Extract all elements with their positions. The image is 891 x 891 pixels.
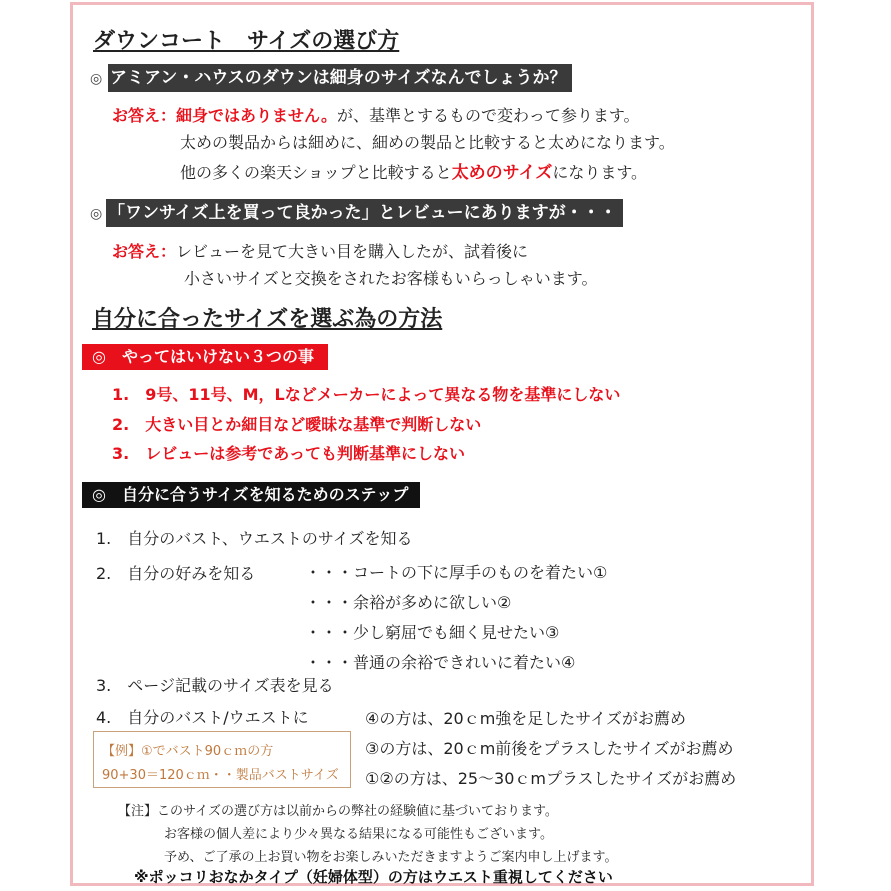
- note-line-1: 【注】このサイズの選び方は以前からの弊社の経験値に基づいております。: [118, 804, 558, 819]
- preference-3: ・・・少し窮屈でも細く見せたい③: [305, 623, 560, 642]
- note-line-3: 予め、ご了承の上お買い物をお楽しみいただきますようご案内申し上げます。: [164, 850, 618, 865]
- q2-answer-text: レビューを見て大きい目を購入したが、試着後に: [176, 242, 529, 261]
- dont-item-3: 3. レビューは参考であっても判断基準にしない: [112, 444, 466, 463]
- recommendation-2: ③の方は、20ｃm前後をプラスしたサイズがお薦め: [365, 739, 734, 758]
- donts-bar: ◎ やってはいけない３つの事: [82, 344, 328, 370]
- preference-4: ・・・普通の余裕できれいに着たい④: [305, 653, 576, 672]
- q1-mark: ◎: [90, 71, 103, 87]
- q1-line2: 太めの製品からは細めに、細めの製品と比較すると太めになります。: [180, 133, 675, 152]
- q1-answer-text: が、基準とするもので変わって参ります。: [336, 106, 640, 125]
- q1-line3: [180, 158, 647, 183]
- q2-answer: [112, 239, 528, 262]
- example-line-2: 90+30＝120ｃｍ・・製品バストサイズ: [102, 768, 339, 783]
- recommendation-1: ④の方は、20ｃm強を足したサイズがお薦め: [365, 709, 687, 728]
- step-3: 3. ページ記載のサイズ表を見る: [96, 676, 334, 695]
- preference-2: ・・・余裕が多めに欲しい②: [305, 593, 512, 612]
- page-title: ダウンコート サイズの選び方: [93, 29, 400, 54]
- q1-answer-label: お答え：: [112, 106, 177, 125]
- step-2: 2. 自分の好みを知る: [96, 564, 256, 583]
- q1-answer: [112, 103, 640, 126]
- recommendation-3: ①②の方は、25～30ｃmプラスしたサイズがお薦め: [365, 769, 737, 788]
- q2-question-bar: 「ワンサイズ上を買って良かった」とレビューにありますが・・・: [106, 199, 623, 227]
- dont-item-1: 1. 9号、11号、M，Lなどメーカーによって異なる物を基準にしない: [112, 385, 621, 404]
- step-1: 1. 自分のバスト、ウエストのサイズを知る: [96, 529, 413, 548]
- q2-line2: 小さいサイズと交換をされたお客様もいらっしゃいます。: [184, 269, 598, 288]
- maternity-note: ※ポッコリおなかタイプ（妊婦体型）の方はウエスト重視してください: [134, 868, 613, 886]
- q1-line3-post: になります。: [552, 163, 648, 182]
- step-4: 4. 自分のバスト/ウエストに: [96, 708, 309, 727]
- example-box: [93, 731, 351, 788]
- dont-item-2: 2. 大きい目とか細目など曖昧な基準で判断しない: [112, 415, 482, 434]
- q1-line3-highlight: 太めのサイズ: [451, 163, 553, 183]
- q2-mark: ◎: [90, 206, 103, 222]
- steps-bar: ◎ 自分に合うサイズを知るためのステップ: [82, 482, 420, 508]
- q1-answer-highlight: 細身ではありません。: [176, 106, 337, 125]
- example-line-1: 【例】①でバスト90ｃｍの方: [102, 744, 274, 759]
- preference-1: ・・・コートの下に厚手のものを着たい①: [305, 563, 608, 582]
- q1-line3-pre: 他の多くの楽天ショップと比較すると: [180, 163, 452, 182]
- q1-question-bar: アミアン・ハウスのダウンは細身のサイズなんでしょうか？: [108, 64, 572, 92]
- q2-answer-label: お答え：: [112, 242, 177, 261]
- note-line-2: お客様の個人差により少々異なる結果になる可能性もございます。: [164, 827, 553, 842]
- method-heading: 自分に合ったサイズを選ぶ為の方法: [92, 307, 443, 332]
